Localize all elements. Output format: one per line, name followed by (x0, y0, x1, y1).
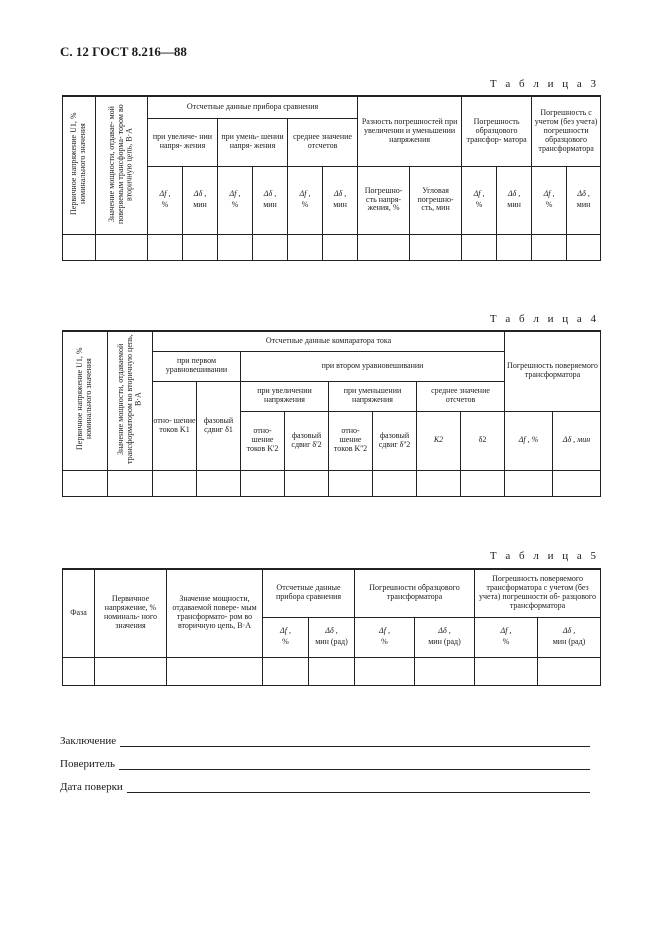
t3-sym-f-1: Δf , % (148, 166, 183, 234)
t3-voltage-header: Первичное напряжение U1, % номинального значения (63, 96, 96, 234)
t4-ratio1: отно- шение токов K1 (153, 382, 197, 470)
table5-title: Т а б л и ц а 5 (489, 550, 599, 562)
conclusion-line[interactable] (120, 735, 590, 747)
t4-k2: K2 (417, 411, 461, 470)
t4-increase: при увеличении напряжения (241, 381, 329, 411)
table4 (62, 330, 601, 497)
t3-ref-group: Погрешность образцового трансфор- матора (462, 96, 532, 166)
t3-increase: при увеличе- нии напря- жения (148, 118, 218, 166)
t5-sym-d-1: Δδ , мин (рад) (309, 617, 355, 657)
t5-phase-header: Фаза (63, 569, 95, 657)
t4-readings-group: Отсчетные данные компаратора тока (153, 331, 505, 351)
t3-dut-group: Погрешность с учетом (без учета) погрешности образцового трансформатора (532, 96, 601, 166)
t4-d2: δ2 (461, 411, 505, 470)
t3-diff-group: Разность погрешностей при увеличении и уменьшении напряжения (358, 96, 462, 166)
t5-sym-d-2: Δδ , мин (рад) (415, 617, 475, 657)
t4-ratio2: отно- шение токов K'2 (241, 411, 285, 470)
t4-second-balance: при втором уравновешивании (241, 351, 505, 381)
t4-first-balance-cells (153, 381, 241, 470)
t4-dut-f: Δf , % (505, 411, 553, 470)
t5-sym-d-3: Δδ , мин (рад) (538, 617, 601, 657)
t5-power-header: Значение мощности, отдаваемой повере- мым трансформато- ром во вторичную цепь, В·А (167, 569, 263, 657)
t3-sym-d-2: Δδ , мин (253, 166, 288, 234)
verifier-row (60, 758, 590, 770)
t5-voltage-header: Первичное напряжение, % номиналь- ного значения (95, 569, 167, 657)
t3-sym-d-4: Δδ , мин (497, 166, 532, 234)
t4-decrease: при уменьшении напряжения (329, 381, 417, 411)
t3-sym-d-1: Δδ , мин (183, 166, 218, 234)
t3-power-header: Значение мощности, отдавае- мой поверяемым трансформа- тором во вторичную цепь, В·А (96, 96, 148, 234)
t4-empty-row (63, 470, 601, 496)
verifier-label: Поверитель (60, 758, 116, 770)
t4-voltage-header: Первичное напряжение U1, % номинального значения (63, 331, 108, 470)
t3-sym-f-2: Δf , % (218, 166, 253, 234)
t3-sym-f-5: Δf , % (532, 166, 567, 234)
table3 (62, 95, 601, 261)
date-row (60, 781, 590, 793)
conclusion-label: Заключение (60, 735, 117, 747)
t5-sym-f-1: Δf , % (263, 617, 309, 657)
date-line[interactable] (127, 781, 590, 793)
t3-decrease: при умень- шении напря- жения (218, 118, 288, 166)
table5 (62, 568, 601, 686)
t4-phase1: фазовый сдвиг δ1 (203, 415, 234, 434)
t3-empty-row (63, 234, 601, 260)
t4-dut-group: Погрешность поверяемого трансформатора (505, 331, 601, 411)
t3-readings-group: Отсчетные данные прибора сравнения (148, 96, 358, 118)
t3-sym-f-3: Δf , % (288, 166, 323, 234)
t4-power-header: Значение мощности, отдаваемой трансформатором во вторичную цепь, В·А (108, 331, 153, 470)
t5-sym-f-2: Δf , % (355, 617, 415, 657)
t5-empty-row (63, 657, 601, 685)
t4-ratio3: отно- шение токов K''2 (329, 411, 373, 470)
t4-phase3: фазовый сдвиг δ''2 (373, 411, 417, 470)
t5-dut-group: Погрешность поверяемого трансформатора с учетом (без учета) погрешности об- разцового трансформатора (475, 569, 601, 617)
t5-readings-group: Отсчетные данные прибора сравнения (263, 569, 355, 617)
t3-sym-d-3: Δδ , мин (323, 166, 358, 234)
t3-diff-angle: Угловая погрешно- сть, мин (410, 166, 462, 234)
page-header: С. 12 ГОСТ 8.216—88 (60, 44, 187, 59)
t5-ref-group: Погрешности образцового трансформатора (355, 569, 475, 617)
date-label: Дата поверки (60, 781, 123, 793)
verifier-line[interactable] (119, 758, 590, 770)
t5-sym-f-3: Δf , % (475, 617, 538, 657)
t3-sym-f-4: Δf , % (462, 166, 497, 234)
t4-dut-d: Δδ , мин (553, 411, 601, 470)
t3-sym-d-5: Δδ , мин (567, 166, 601, 234)
t3-diff-error: Погрешно- сть напря- жения, % (358, 166, 410, 234)
table4-title: Т а б л и ц а 4 (489, 313, 599, 325)
t3-mean: среднее значение отсчетов (288, 118, 358, 166)
t4-phase2: фазовый сдвиг δ'2 (285, 411, 329, 470)
conclusion-row (60, 735, 590, 747)
table3-title: Т а б л и ц а 3 (489, 78, 599, 90)
t4-mean: среднее значение отсчетов (417, 381, 505, 411)
t4-first-balance: при первом уравновешивании (153, 351, 241, 381)
